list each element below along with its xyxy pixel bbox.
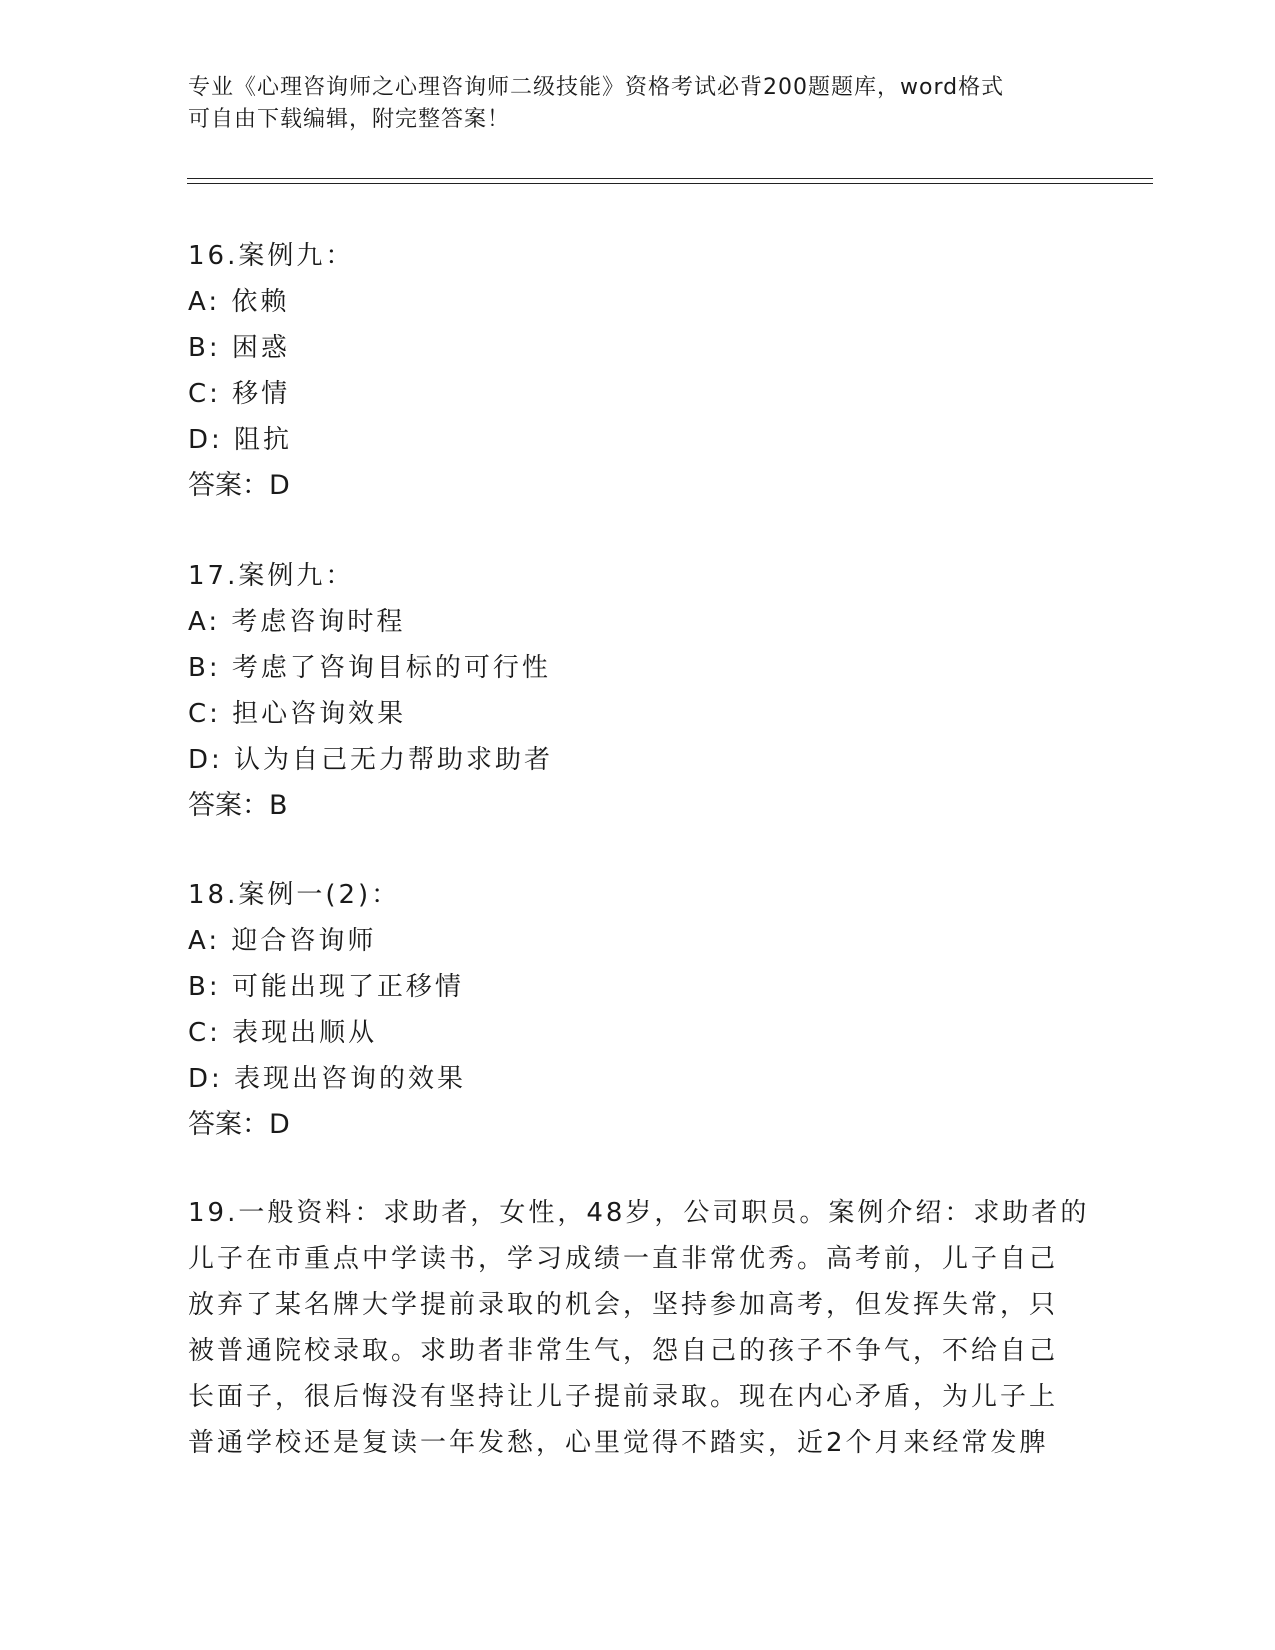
question-19-line-2: 儿子在市重点中学读书，学习成绩一直非常优秀。高考前，儿子自己 (188, 1244, 1059, 1274)
option-c: C: 表现出顺从 (188, 1018, 378, 1048)
question-18 (188, 872, 1088, 1148)
question-19-line-6: 普通学校还是复读一年发愁，心里觉得不踏实，近2个月来经常发脾 (188, 1428, 1049, 1458)
option-c: C: 担心咨询效果 (188, 699, 407, 729)
document-header (188, 72, 1088, 136)
question-title: 16.案例九： (188, 241, 355, 271)
question-title: 18.案例一(2)： (188, 880, 401, 910)
question-16 (188, 233, 1088, 509)
option-a: A: 迎合咨询师 (188, 926, 377, 956)
header-line-2: 可自由下载编辑，附完整答案！ (188, 107, 511, 132)
option-b: B: 考虑了咨询目标的可行性 (188, 653, 551, 683)
question-19-line-5: 长面子，很后悔没有坚持让儿子提前录取。现在内心矛盾，为儿子上 (188, 1382, 1059, 1412)
answer-line: 答案：B (188, 790, 288, 821)
question-19-line-3: 放弃了某名牌大学提前录取的机会，坚持参加高考，但发挥失常，只 (188, 1290, 1059, 1320)
answer-line: 答案：D (188, 1109, 290, 1140)
option-d: D: 表现出咨询的效果 (188, 1064, 467, 1094)
question-19-line-1: 19.一般资料：求助者，女性，48岁，公司职员。案例介绍：求助者的 (188, 1198, 1090, 1228)
option-d: D: 认为自己无力帮助求助者 (188, 745, 554, 775)
option-b: B: 可能出现了正移情 (188, 972, 464, 1002)
header-divider-top (187, 178, 1153, 179)
header-line-1: 专业《心理咨询师之心理咨询师二级技能》资格考试必背200题题库，word格式 (188, 75, 1005, 100)
question-19 (188, 1190, 1088, 1466)
option-a: A: 依赖 (188, 287, 290, 317)
option-c: C: 移情 (188, 379, 291, 409)
answer-line: 答案：D (188, 470, 290, 501)
question-title: 17.案例九： (188, 561, 355, 591)
option-a: A: 考虑咨询时程 (188, 607, 406, 637)
question-17 (188, 553, 1088, 829)
option-b: B: 困惑 (188, 333, 290, 363)
header-divider-bottom (187, 183, 1153, 184)
question-19-line-4: 被普通院校录取。求助者非常生气，怨自己的孩子不争气，不给自己 (188, 1336, 1059, 1366)
option-d: D: 阻抗 (188, 425, 293, 455)
